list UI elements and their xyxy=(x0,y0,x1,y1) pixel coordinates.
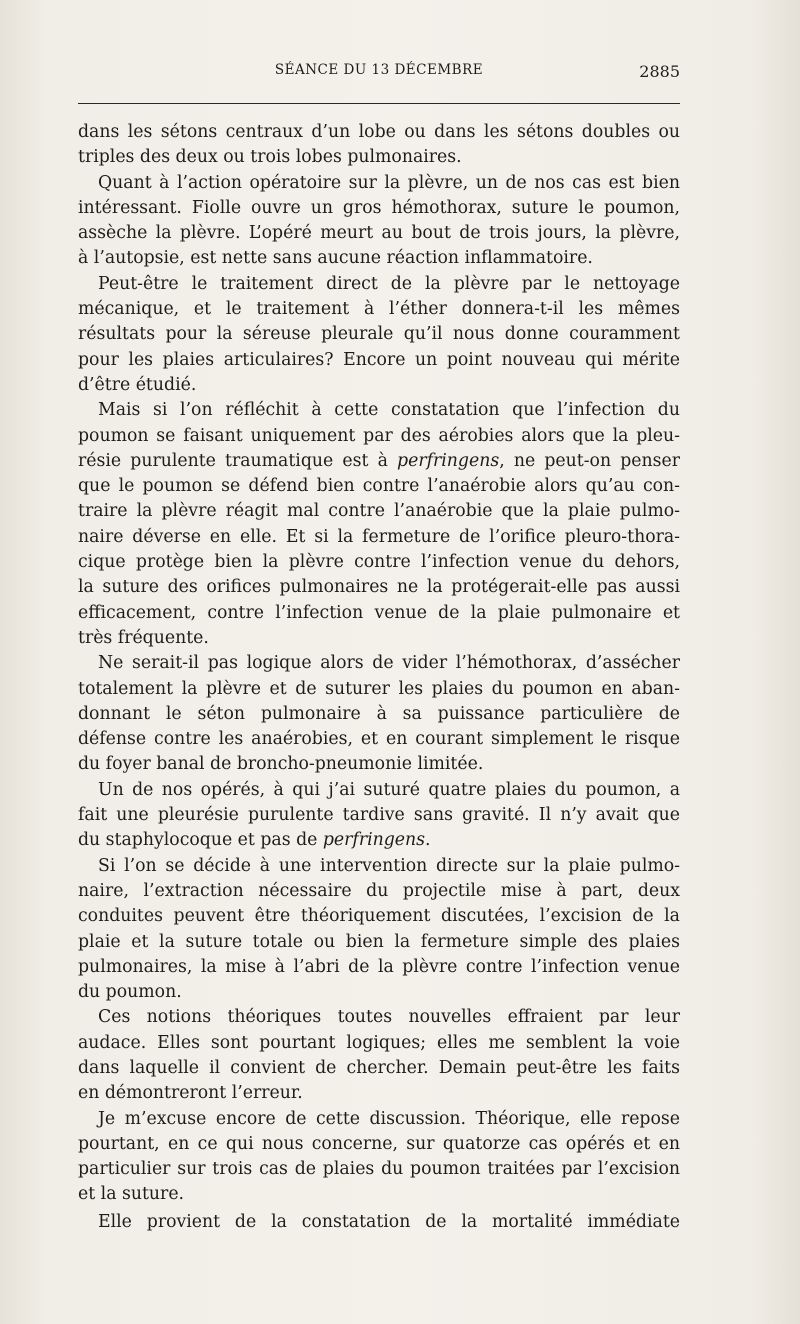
text-row xyxy=(78,297,680,322)
text-row xyxy=(78,980,680,1005)
text-line: Si l’on se décide à une intervention directe sur la plaie pulmo- xyxy=(98,855,680,876)
text-row xyxy=(78,930,680,955)
text-row xyxy=(78,575,680,600)
text-line: donnant le séton pulmonaire à sa puissance particulière de xyxy=(78,703,680,724)
text-line: d’être étudié. xyxy=(78,374,197,395)
paragraph xyxy=(78,651,680,676)
text-row xyxy=(78,626,680,651)
text-row xyxy=(78,348,680,373)
text-line: Elle provient de la constatation de la mortalité immédiate xyxy=(98,1211,680,1232)
text-row xyxy=(78,752,680,777)
paragraph xyxy=(78,778,680,803)
header-rule xyxy=(78,103,680,104)
text-row xyxy=(78,373,680,398)
text-line: Ces notions théoriques toutes nouvelles effraient par leur xyxy=(98,1007,680,1028)
text-line: naire déverse en elle. Et si la fermeture de l’orifice pleuro-thora- xyxy=(78,526,680,547)
paragraph xyxy=(78,120,680,145)
text-line: particulier sur trois cas de plaies du poumon traitées par l’excision xyxy=(78,1159,680,1180)
text-line: efficacement, contre l’infection venue de la plaie pulmonaire et xyxy=(78,602,680,623)
text-line: du staphylocoque et pas de xyxy=(78,830,318,851)
page-number: 2885 xyxy=(639,62,680,81)
text-row xyxy=(78,879,680,904)
text-line: audace. Elles sont pourtant logiques; elles me semblent la voie xyxy=(78,1032,680,1053)
text-line: pulmonaires, la mise à l’abri de la plèvre contre l’infection venue xyxy=(78,956,680,977)
text-line: Je m’excuse encore de cette discussion. Théorique, elle repose xyxy=(98,1108,680,1129)
text-row xyxy=(78,1081,680,1106)
text-line: plaie et la suture totale ou bien la fermeture simple des plaies xyxy=(78,931,680,952)
text-row xyxy=(78,499,680,524)
text-line: Un de nos opérés, à qui j’ai suturé quatre plaies du poumon, a xyxy=(98,779,680,800)
running-title: SÉANCE DU 13 DÉCEMBRE xyxy=(274,62,484,78)
text-line: résultats pour la séreuse pleurale qu’il nous donne couramment xyxy=(78,324,680,345)
paragraph xyxy=(78,1107,680,1132)
text-line: . xyxy=(425,830,431,851)
text-row xyxy=(78,1132,680,1157)
paragraph xyxy=(78,145,680,170)
paragraph xyxy=(78,1005,680,1030)
text-row xyxy=(78,1182,680,1207)
text-row xyxy=(78,246,680,271)
text-line: naire, l’extraction nécessaire du projectile mise à part, deux xyxy=(78,880,680,901)
text-line: cique protège bien la plèvre contre l’infection venue du dehors, xyxy=(78,552,680,573)
text-line: , ne peut-on penser xyxy=(499,450,680,471)
paragraph xyxy=(78,398,680,423)
text-line: Peut-être le traitement direct de la plèvre par le nettoyage xyxy=(98,273,680,294)
text-line: résie purulente traumatique est à xyxy=(78,450,388,471)
text-row xyxy=(78,550,680,575)
text-row xyxy=(78,803,680,828)
text-line: en démontreront l’erreur. xyxy=(78,1083,303,1104)
text-row xyxy=(78,677,680,702)
text-row xyxy=(78,221,680,246)
text-line: pourtant, en ce qui nous concerne, sur quatorze cas opérés et en xyxy=(78,1133,680,1154)
text-line: du foyer banal de broncho-pneumonie limitée. xyxy=(78,754,484,775)
text-row xyxy=(78,449,680,474)
text-line: poumon se faisant uniquement par des aérobies alors que la pleu- xyxy=(78,425,680,446)
text-row xyxy=(78,1056,680,1081)
paragraph xyxy=(78,272,680,297)
text-row xyxy=(78,1157,680,1182)
italic-term: perfringens xyxy=(322,830,426,851)
text-row xyxy=(78,322,680,347)
running-header xyxy=(78,62,680,88)
text-row xyxy=(78,424,680,449)
text-row xyxy=(78,601,680,626)
text-line: défense contre les anaérobies, et en courant simplement le risque xyxy=(78,729,680,750)
text-row xyxy=(78,702,680,727)
text-row xyxy=(78,1031,680,1056)
text-row xyxy=(78,955,680,980)
paragraph xyxy=(78,854,680,879)
text-line: très fréquente. xyxy=(78,627,209,648)
text-line: à l’autopsie, est nette sans aucune réaction inflammatoire. xyxy=(78,248,593,269)
text-line: traire la plèvre réagit mal contre l’anaérobie que la plaie pulmo- xyxy=(78,501,680,522)
text-line: que le poumon se défend bien contre l’anaérobie alors qu’au con- xyxy=(78,476,680,497)
text-line: dans laquelle il convient de chercher. Demain peut-être les faits xyxy=(78,1057,680,1078)
paragraph xyxy=(78,171,680,196)
text-line: dans les sétons centraux d’un lobe ou dans les sétons doubles ou xyxy=(78,122,680,142)
text-line: Ne serait-il pas logique alors de vider l’hémothorax, d’assécher xyxy=(98,653,680,674)
text-line: triples des deux ou trois lobes pulmonaires. xyxy=(78,147,462,168)
text-line: Mais si l’on réfléchit à cette constatation que l’infection du xyxy=(98,400,680,421)
text-line: conduites peuvent être théoriquement discutées, l’excision de la xyxy=(78,906,680,927)
text-line: la suture des orifices pulmonaires ne la protégerait-elle pas aussi xyxy=(78,577,680,598)
text-line: et la suture. xyxy=(78,1184,185,1205)
italic-term: perfringens xyxy=(397,450,500,471)
text-row xyxy=(78,196,680,221)
text-row xyxy=(78,474,680,499)
text-line: fait une pleurésie purulente tardive sans gravité. Il n’y avait que xyxy=(78,805,680,826)
paragraph xyxy=(78,1210,680,1235)
text-line: totalement la plèvre et de suturer les plaies du poumon en aban- xyxy=(78,678,680,699)
text-row xyxy=(78,904,680,929)
text-row xyxy=(78,525,680,550)
text-row xyxy=(78,828,680,853)
text-line: assèche la plèvre. L’opéré meurt au bout de trois jours, la plèvre, xyxy=(78,223,680,244)
text-line: intéressant. Fiolle ouvre un gros hémothorax, suture le poumon, xyxy=(78,197,680,218)
text-line: Quant à l’action opératoire sur la plèvre, un de nos cas est bien xyxy=(98,172,680,193)
text-row xyxy=(78,727,680,752)
text-line: du poumon. xyxy=(78,982,182,1003)
text-line: pour les plaies articulaires? Encore un point nouveau qui mérite xyxy=(78,349,680,370)
text-line: mécanique, et le traitement à l’éther donnera-t-il les mêmes xyxy=(78,299,680,320)
body-text xyxy=(78,120,680,1235)
